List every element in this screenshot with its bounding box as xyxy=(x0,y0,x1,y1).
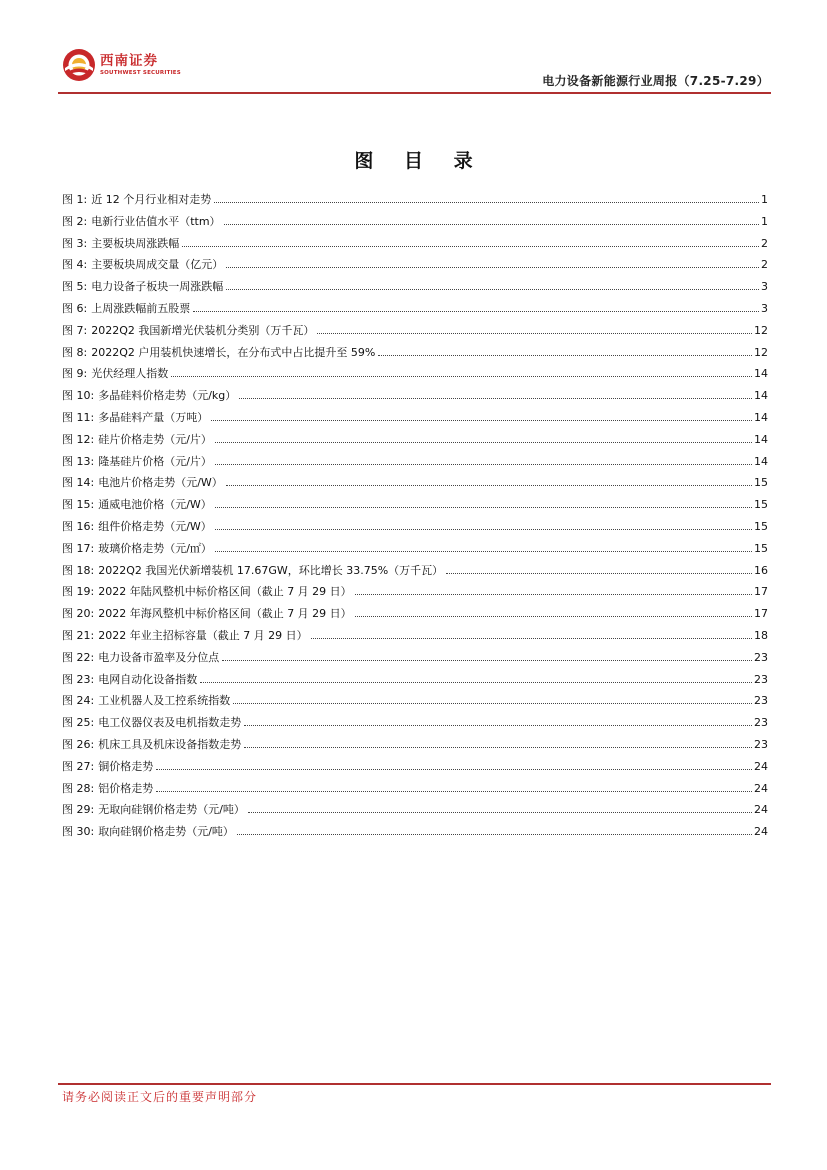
toc-dot-leader xyxy=(215,464,752,465)
toc-entry[interactable] xyxy=(62,496,768,518)
toc-dot-leader xyxy=(215,442,752,443)
toc-entry-label: 图 13: xyxy=(62,454,95,468)
toc-dot-leader xyxy=(215,507,752,508)
toc-entry-page: 14 xyxy=(754,367,768,381)
toc-entry-text: 2022 年陆风整机中标价格区间（截止 7 月 29 日） xyxy=(98,585,352,599)
toc-entry-page: 1 xyxy=(761,193,768,206)
toc-entry-page: 1 xyxy=(761,214,768,228)
toc-entry-text: 主要板块周涨跌幅 xyxy=(91,236,180,250)
toc-entry-label: 图 4: xyxy=(62,258,88,272)
toc-entry[interactable] xyxy=(62,758,768,780)
toc-entry-page: 15 xyxy=(754,476,768,490)
toc-entry-text: 工业机器人及工控系统指数 xyxy=(98,694,231,708)
toc-entry-text: 机床工具及机床设备指数走势 xyxy=(98,737,242,751)
toc-entry-label: 图 20: xyxy=(62,607,95,621)
toc-entry[interactable] xyxy=(62,191,768,213)
logo-english-name: SOUTHWEST SECURITIES xyxy=(100,70,181,76)
toc-entry-page: 15 xyxy=(754,498,768,512)
toc-dot-leader xyxy=(215,551,752,552)
toc-dot-leader xyxy=(239,398,752,399)
toc-entry-label: 图 7: xyxy=(62,323,88,337)
report-title: 电力设备新能源行业周报（7.25-7.29） xyxy=(542,74,769,88)
toc-dot-leader xyxy=(171,376,752,377)
toc-entry[interactable] xyxy=(62,823,768,845)
toc-entry-text: 2022 年海风整机中标价格区间（截止 7 月 29 日） xyxy=(98,607,352,621)
toc-entry[interactable] xyxy=(62,780,768,802)
toc-entry[interactable] xyxy=(62,801,768,823)
toc-entry[interactable] xyxy=(62,365,768,387)
toc-entry-label: 图 26: xyxy=(62,737,95,751)
toc-dot-leader xyxy=(224,224,759,225)
toc-entry-page: 18 xyxy=(754,628,768,642)
toc-dot-leader xyxy=(215,529,752,530)
toc-dot-leader xyxy=(222,660,752,661)
toc-entry-page: 2 xyxy=(761,258,768,272)
toc-entry-page: 14 xyxy=(754,389,768,403)
toc-entry[interactable] xyxy=(62,256,768,278)
toc-dot-leader xyxy=(311,638,752,639)
toc-entry[interactable] xyxy=(62,278,768,300)
southwest-securities-logo-icon xyxy=(62,48,96,82)
toc-entry-page: 12 xyxy=(754,345,768,359)
company-logo xyxy=(62,48,181,82)
page-header xyxy=(58,48,771,94)
toc-entry-page: 23 xyxy=(754,716,768,730)
toc-dot-leader xyxy=(244,725,752,726)
toc-dot-leader xyxy=(237,834,752,835)
toc-entry-label: 图 19: xyxy=(62,585,95,599)
toc-entry[interactable] xyxy=(62,562,768,584)
toc-entry[interactable] xyxy=(62,714,768,736)
toc-entry-text: 隆基硅片价格（元/片） xyxy=(98,454,212,468)
toc-entry-text: 多晶硅料产量（万吨） xyxy=(98,410,209,424)
toc-dot-leader xyxy=(233,703,752,704)
toc-entry-page: 23 xyxy=(754,672,768,686)
toc-entry-page: 3 xyxy=(761,280,768,294)
toc-entry-text: 电力设备子板块一周涨跌幅 xyxy=(91,280,224,294)
toc-entry-label: 图 1: xyxy=(62,193,88,206)
toc-entry-text: 取向硅钢价格走势（元/吨） xyxy=(98,825,234,839)
toc-dot-leader xyxy=(182,246,759,247)
toc-entry-text: 多晶硅料价格走势（元/kg） xyxy=(98,389,237,403)
toc-entry-label: 图 15: xyxy=(62,498,95,512)
toc-entry[interactable] xyxy=(62,671,768,693)
toc-title: 图 目 录 xyxy=(354,150,485,172)
toc-entry-text: 电新行业估值水平（ttm） xyxy=(91,214,221,228)
toc-dot-leader xyxy=(156,769,752,770)
toc-entry-page: 14 xyxy=(754,432,768,446)
toc-entry-text: 2022 年业主招标容量（截止 7 月 29 日） xyxy=(98,628,308,642)
toc-entry-label: 图 9: xyxy=(62,367,88,381)
toc-entry-text: 主要板块周成交量（亿元） xyxy=(91,258,224,272)
toc-entry-label: 图 28: xyxy=(62,781,95,795)
toc-entry-label: 图 10: xyxy=(62,389,95,403)
toc-dot-leader xyxy=(211,420,752,421)
toc-entry-page: 23 xyxy=(754,694,768,708)
toc-entry-label: 图 23: xyxy=(62,672,95,686)
toc-entry-label: 图 6: xyxy=(62,301,88,315)
toc-entry-label: 图 14: xyxy=(62,476,95,490)
toc-entry-label: 图 2: xyxy=(62,214,88,228)
toc-entry-text: 电力设备市盈率及分位点 xyxy=(98,650,220,664)
toc-dot-leader xyxy=(214,202,759,203)
toc-entry[interactable] xyxy=(62,474,768,496)
toc-entry-page: 23 xyxy=(754,650,768,664)
footer-divider xyxy=(58,1083,771,1085)
toc-entry-text: 电网自动化设备指数 xyxy=(98,672,198,686)
toc-entry-label: 图 17: xyxy=(62,541,95,555)
toc-entry[interactable] xyxy=(62,409,768,431)
toc-entry-page: 24 xyxy=(754,803,768,817)
footer-disclaimer-note: 请务必阅读正文后的重要声明部分 xyxy=(62,1090,258,1104)
toc-entry-text: 玻璃价格走势（元/㎡） xyxy=(98,541,212,555)
toc-entry-page: 23 xyxy=(754,737,768,751)
toc-entry[interactable] xyxy=(62,387,768,409)
toc-entry[interactable] xyxy=(62,235,768,257)
toc-entry-page: 24 xyxy=(754,759,768,773)
toc-entry[interactable] xyxy=(62,627,768,649)
toc-entry-text: 电池片价格走势（元/W） xyxy=(98,476,223,490)
toc-entry-text: 2022Q2 我国光伏新增装机 17.67GW，环比增长 33.75%（万千瓦） xyxy=(98,563,444,577)
toc-entry-page: 14 xyxy=(754,454,768,468)
toc-entry-label: 图 12: xyxy=(62,432,95,446)
toc-entry[interactable] xyxy=(62,605,768,627)
toc-entry-label: 图 16: xyxy=(62,519,95,533)
toc-entry[interactable] xyxy=(62,518,768,540)
toc-dot-leader xyxy=(226,485,752,486)
toc-entry-text: 光伏经理人指数 xyxy=(91,367,169,381)
toc-entry-page: 15 xyxy=(754,541,768,555)
toc-dot-leader xyxy=(378,355,752,356)
toc-dot-leader xyxy=(248,812,752,813)
toc-entry-label: 图 29: xyxy=(62,803,95,817)
toc-entry-page: 16 xyxy=(754,563,768,577)
toc-entry-text: 2022Q2 户用装机快速增长，在分布式中占比提升至 59% xyxy=(91,345,376,359)
toc-entry-label: 图 25: xyxy=(62,716,95,730)
toc-entry-page: 2 xyxy=(761,236,768,250)
toc-entry-label: 图 21: xyxy=(62,628,95,642)
toc-entry-label: 图 24: xyxy=(62,694,95,708)
toc-entry-page: 17 xyxy=(754,585,768,599)
toc-entry[interactable] xyxy=(62,540,768,562)
figure-table-of-contents xyxy=(62,191,768,845)
toc-entry[interactable] xyxy=(62,453,768,475)
toc-entry-text: 无取向硅钢价格走势（元/吨） xyxy=(98,803,245,817)
toc-entry-text: 铝价格走势 xyxy=(98,781,154,795)
toc-entry[interactable] xyxy=(62,692,768,714)
toc-entry[interactable] xyxy=(62,344,768,366)
toc-dot-leader xyxy=(355,616,752,617)
toc-entry[interactable] xyxy=(62,583,768,605)
toc-entry-label: 图 22: xyxy=(62,650,95,664)
toc-entry[interactable] xyxy=(62,213,768,235)
logo-chinese-name: 西南证券 xyxy=(100,53,158,69)
toc-entry-page: 15 xyxy=(754,519,768,533)
toc-entry[interactable] xyxy=(62,431,768,453)
toc-entry-page: 24 xyxy=(754,825,768,839)
toc-entry-text: 上周涨跌幅前五股票 xyxy=(91,301,191,315)
toc-dot-leader xyxy=(226,289,759,290)
toc-entry-page: 12 xyxy=(754,323,768,337)
toc-entry-text: 硅片价格走势（元/片） xyxy=(98,432,212,446)
toc-entry-label: 图 11: xyxy=(62,410,95,424)
toc-entry-page: 3 xyxy=(761,301,768,315)
toc-dot-leader xyxy=(446,573,752,574)
toc-entry-page: 24 xyxy=(754,781,768,795)
toc-dot-leader xyxy=(355,594,752,595)
toc-entry[interactable] xyxy=(62,300,768,322)
toc-entry-text: 电工仪器仪表及电机指数走势 xyxy=(98,716,242,730)
toc-entry-label: 图 3: xyxy=(62,236,88,250)
toc-dot-leader xyxy=(193,311,759,312)
header-divider xyxy=(58,92,771,94)
toc-entry-text: 通威电池价格（元/W） xyxy=(98,498,212,512)
toc-entry-text: 近 12 个月行业相对走势 xyxy=(91,193,212,206)
toc-entry-label: 图 5: xyxy=(62,280,88,294)
toc-entry-text: 组件价格走势（元/W） xyxy=(98,519,212,533)
toc-entry-label: 图 30: xyxy=(62,825,95,839)
toc-dot-leader xyxy=(200,682,752,683)
toc-entry[interactable] xyxy=(62,736,768,758)
toc-entry-label: 图 18: xyxy=(62,563,95,577)
toc-entry-page: 14 xyxy=(754,410,768,424)
toc-entry-text: 铜价格走势 xyxy=(98,759,154,773)
toc-dot-leader xyxy=(244,747,752,748)
toc-dot-leader xyxy=(156,791,752,792)
toc-dot-leader xyxy=(226,267,759,268)
toc-entry[interactable] xyxy=(62,322,768,344)
toc-entry[interactable] xyxy=(62,649,768,671)
toc-entry-text: 2022Q2 我国新增光伏装机分类别（万千瓦） xyxy=(91,323,315,337)
toc-entry-page: 17 xyxy=(754,607,768,621)
toc-dot-leader xyxy=(317,333,752,334)
toc-entry-label: 图 27: xyxy=(62,759,95,773)
toc-entry-label: 图 8: xyxy=(62,345,88,359)
